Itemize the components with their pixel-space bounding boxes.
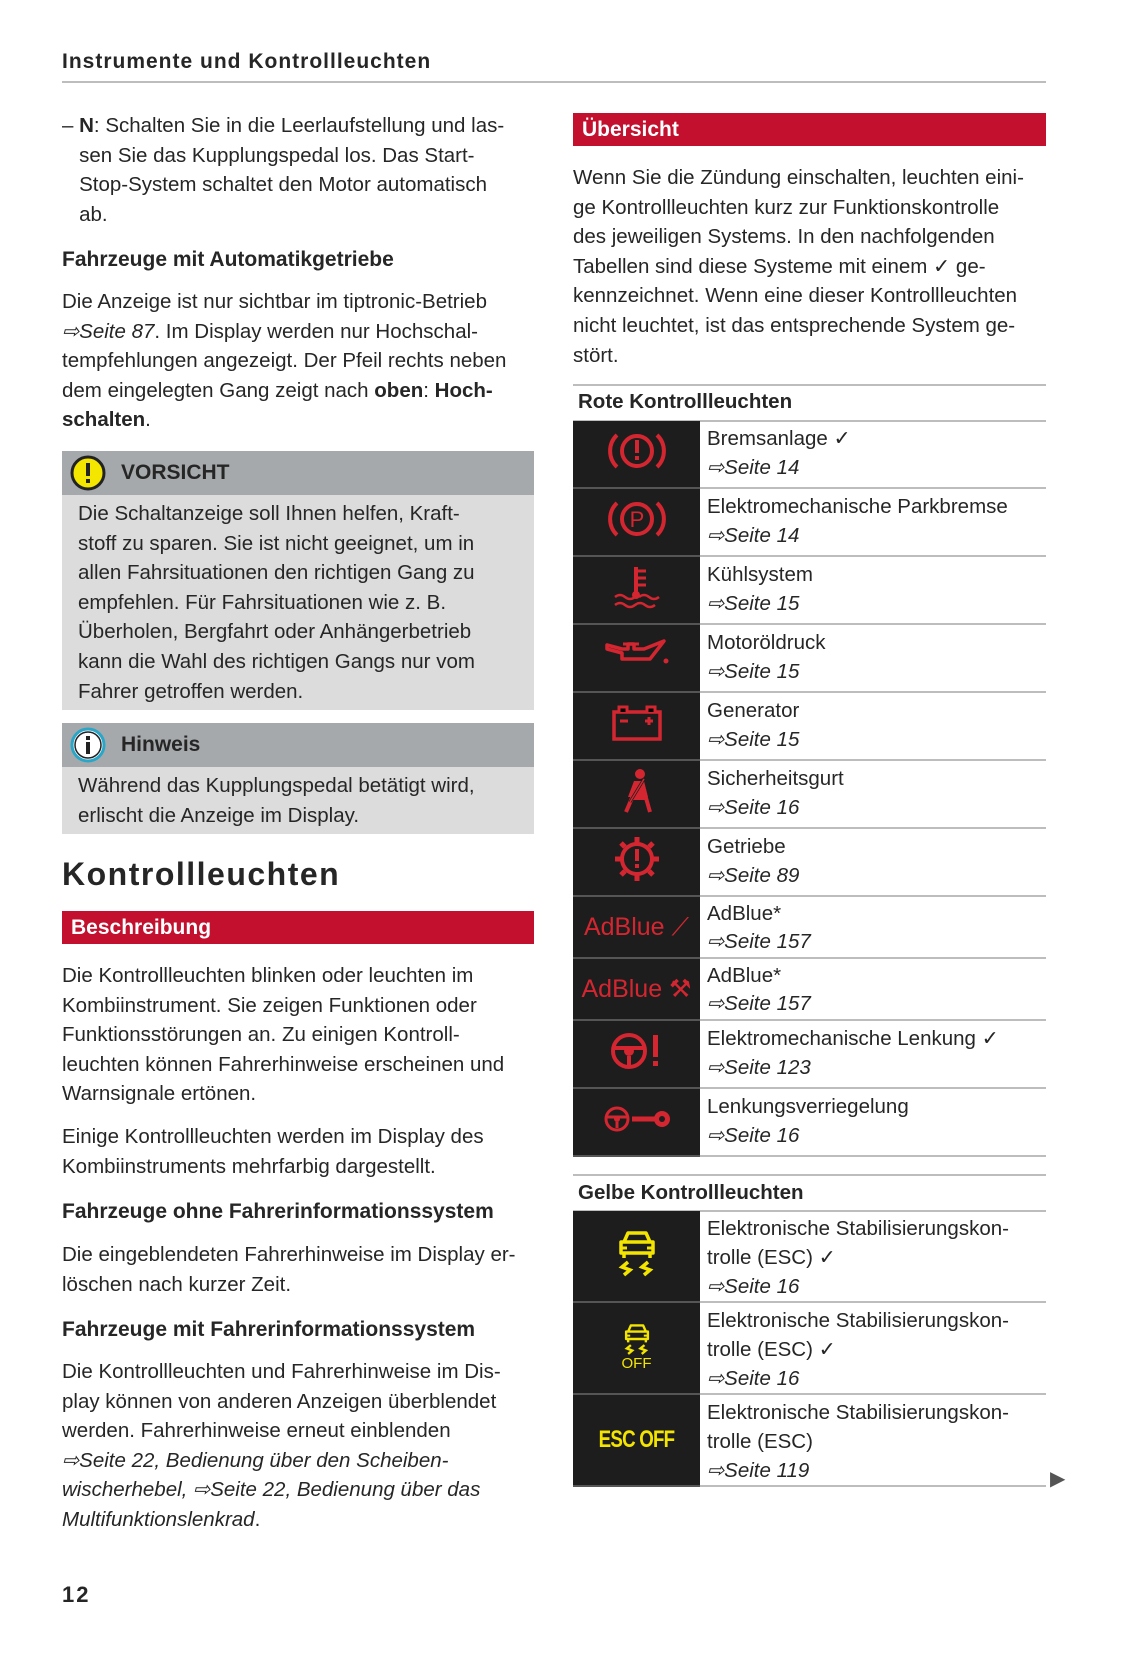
yellow-lamps-heading: Gelbe Kontrollleuchten [578,1181,804,1204]
beschreibung-bar: Beschreibung [62,911,534,944]
text-run: Einige Kontrollleuchten werden im Display des [62,1125,484,1148]
note-title: Hinweis [121,733,201,756]
text-line [62,317,506,347]
esc-icon [612,1228,662,1278]
lamp-name: Sicherheitsgurt [707,767,844,790]
page-reference[interactable]: ⇨Seite 119 [707,1459,810,1482]
text-line [62,1020,504,1050]
lamp-icon-cell [573,488,700,556]
lamp-description [700,1020,1046,1088]
bold-text: schalten [62,408,146,432]
lamp-name: Elektronische Stabilisierungskon- [707,1401,1009,1424]
page-reference[interactable]: ⇨Seite 16 [707,1367,800,1390]
text-run: werden. Fahrerhinweise erneut einblenden [62,1419,451,1443]
text-line [62,170,504,200]
text-line [62,1505,501,1535]
text-run: kennzeichnet. Wenn eine dieser Kontrollleuchten [573,284,1018,308]
text-run: Warnsignale ertönen. [62,1082,257,1106]
text-run: Die eingeblendeten Fahrerhinweise im Display er- [62,1243,516,1266]
text-line [573,222,1024,252]
lamp-icon-cell [573,828,700,896]
text-line [78,647,534,677]
lamp-name: Elektromechanische Lenkung ✓ [707,1027,999,1050]
text-run: ge Kontrollleuchten kurz zur Funktionskontrolle [573,195,1000,219]
cross-reference[interactable]: ⇨Seite 22, Bedienung über den Scheiben- [62,1448,449,1472]
page-reference[interactable]: ⇨Seite 15 [707,592,800,615]
text-run: . [254,1507,261,1531]
automatik-paragraph [62,287,506,435]
text-line [78,771,534,801]
page-reference[interactable]: ⇨Seite 123 [707,1056,811,1079]
red-section-rule [573,384,1046,386]
automatik-heading: Fahrzeuge mit Automatikgetriebe [62,248,394,271]
svg-text:P: P [629,507,644,532]
text-run: play können von anderen Anzeigen überblendet [62,1389,497,1413]
text-line [78,529,534,559]
red-lamps-table [573,421,1046,1157]
lamp-name: trolle (ESC) ✓ [707,1338,836,1361]
text-line [62,1270,516,1300]
lamp-row [573,1394,1046,1486]
text-run: Die Anzeige ist nur sichtbar im tiptronic-Betrieb [62,290,487,313]
text-run: stört. [573,343,619,367]
text-line [62,1122,484,1152]
lamp-description [700,1211,1046,1302]
esc-off-icon: OFF [620,1322,654,1371]
bold-text: Hoch- [434,378,493,402]
text-run: löschen nach kurzer Zeit. [62,1272,292,1296]
text-run: tempfehlungen angezeigt. Der Pfeil rechts neben [62,349,507,373]
page-reference[interactable]: ⇨Seite 157 [707,992,811,1015]
cross-reference[interactable]: wischerhebel, ⇨Seite 22, Bedienung über das [62,1478,481,1502]
page-reference[interactable]: ⇨Seite 16 [707,796,800,819]
seatbelt-icon [612,766,662,816]
lamp-icon-cell [573,556,700,624]
lamp-description [700,556,1046,624]
text-run: Die Schaltanzeige soll Ihnen helfen, Kraft- [78,502,460,525]
page-reference[interactable]: ⇨Seite 16 [707,1275,800,1298]
text-line [573,281,1024,311]
text-run: Kombiinstruments mehrfarbig dargestellt. [62,1154,436,1178]
lamp-description [700,760,1046,828]
text-run: erlischt die Anzeige im Display. [78,803,360,827]
oil-pressure-icon [604,635,670,675]
lamp-row [573,958,1046,1020]
text-line [62,287,506,317]
lamp-name: Lenkungsverriegelung [707,1095,909,1118]
description-paragraph-2 [62,1122,484,1181]
text-line [78,617,534,647]
lamp-description [700,828,1046,896]
lamp-name: AdBlue* [707,902,782,925]
text-line [573,311,1024,341]
text-line [78,499,534,529]
page-reference[interactable]: ⇨Seite 157 [707,930,811,953]
lamp-row [573,556,1046,624]
text-run: Funktionsstörungen an. Zu einigen Kontroll- [62,1023,460,1047]
text-line [62,991,504,1021]
brake-warning-icon [607,427,667,475]
page-reference[interactable]: ⇨Seite 16 [707,1124,800,1147]
esc-off-icon: ESC OFF [598,1426,675,1453]
lamp-description [700,1394,1046,1486]
lamp-description [700,692,1046,760]
text-run: Kombiinstrument. Sie zeigen Funktionen oder [62,993,477,1017]
lamp-name: Kühlsystem [707,563,813,586]
text-line [62,141,504,171]
info-icon [69,726,107,764]
lamp-name: trolle (ESC) [707,1430,813,1453]
lamp-name: Elektromechanische Parkbremse [707,495,1008,518]
mit-fis-heading: Fahrzeuge mit Fahrerinformationssystem [62,1318,476,1341]
lamp-icon-cell [573,421,700,488]
note-text [62,767,534,834]
text-line [62,200,504,230]
page-reference[interactable]: ⇨Seite 15 [707,660,800,683]
section-title: Kontrollleuchten [62,856,341,892]
coolant-icon [607,563,667,611]
caution-box [62,451,534,710]
text-line [573,341,1024,371]
text-line [573,252,1024,282]
text-run: Wenn Sie die Zündung einschalten, leuchten eini- [573,166,1024,189]
lamp-name: Elektronische Stabilisierungskon- [707,1309,1009,1332]
lamp-description [700,488,1046,556]
text-run: Die Kontrollleuchten blinken oder leuchten im [62,964,474,987]
page-reference[interactable]: ⇨Seite 89 [707,864,800,887]
overview-paragraph [573,163,1024,370]
caution-title: VORSICHT [121,461,230,484]
lamp-name: Elektronische Stabilisierungskon- [707,1217,1009,1240]
lamp-description [700,1088,1046,1156]
text-line [62,1240,516,1270]
cross-reference[interactable]: ⇨Seite 87 [62,319,155,343]
text-run: dem eingelegten Gang zeigt nach [62,378,375,402]
bold-text: oben [374,378,424,402]
lamp-row [573,760,1046,828]
text-run: : Schalten Sie in die Leerlaufstellung und las- [93,114,505,137]
continue-arrow-icon: ▶ [1050,1468,1066,1490]
lamp-description [700,421,1046,488]
steering-warning-icon [605,1028,669,1074]
text-line [62,1475,501,1505]
text-line [573,193,1024,223]
text-run: : [423,378,435,402]
text-run: nicht leuchtet, ist das entsprechende System ge- [573,313,1016,337]
page-reference[interactable]: ⇨Seite 15 [707,728,800,751]
lamp-name: Generator [707,699,800,722]
text-line [78,588,534,618]
text-line [62,961,504,991]
steering-lock-icon [602,1102,672,1136]
text-line [78,558,534,588]
running-head: Instrumente und Kontrollleuchten [62,50,432,73]
yellow-lamps-table [573,1211,1046,1487]
lamp-row [573,692,1046,760]
lamp-name: Motoröldruck [707,631,826,654]
lamp-row [573,624,1046,692]
text-line [573,163,1024,193]
lamp-icon-cell [573,624,700,692]
lamp-row [573,488,1046,556]
uebersicht-bar: Übersicht [573,113,1046,146]
lamp-icon-cell [573,1394,700,1486]
ohne-fis-heading: Fahrzeuge ohne Fahrerinformationssystem [62,1200,494,1223]
battery-icon [609,703,665,743]
text-run: Überholen, Bergfahrt oder Anhängerbetrieb [78,620,472,644]
text-line [62,346,506,376]
text-line [62,1416,501,1446]
adblue-nozzle-icon: AdBlue ⟋ [583,912,690,941]
lamp-icon-cell [573,1302,700,1394]
caution-text [62,495,534,710]
red-lamps-heading: Rote Kontrollleuchten [578,390,793,413]
lamp-row [573,421,1046,488]
text-run: ab. [62,202,108,226]
lamp-row [573,1302,1046,1394]
text-run: – [62,114,80,137]
page-number: 12 [62,1582,91,1607]
text-run: empfehlen. Für Fahrsituationen wie z. B. [78,590,447,614]
text-line [62,376,506,406]
lamp-name: Bremsanlage ✓ [707,427,851,450]
lamp-name: trolle (ESC) ✓ [707,1246,836,1269]
page-reference[interactable]: ⇨Seite 14 [707,456,800,479]
lamp-row [573,896,1046,958]
text-run: kann die Wahl des richtigen Gangs nur vom [78,649,475,673]
warning-icon [69,454,107,492]
text-run: stoff zu sparen. Sie ist nicht geeignet, um in [78,531,475,555]
lamp-row [573,1088,1046,1156]
description-paragraph-1 [62,961,504,1109]
ohne-fis-paragraph [62,1240,516,1299]
text-run: sen Sie das Kupplungspedal los. Das Start- [62,143,475,167]
bold-text: N [79,114,94,137]
mit-fis-paragraph [62,1357,501,1535]
lamp-description [700,958,1046,1020]
text-run: des jeweiligen Systems. In den nachfolgenden [573,225,995,249]
text-run: leuchten können Fahrerhinweise erscheinen und [62,1052,505,1076]
text-line [62,1079,504,1109]
header-rule [62,81,1046,83]
text-line [62,1387,501,1417]
text-line [78,677,534,707]
lamp-icon-cell [573,958,700,1020]
text-run: Während das Kupplungspedal betätigt wird, [78,774,475,797]
text-run: . [145,408,151,432]
neutral-instruction [62,111,504,229]
lamp-icon-cell [573,1088,700,1156]
lamp-row [573,1020,1046,1088]
lamp-icon-cell [573,1020,700,1088]
text-run: Die Kontrollleuchten und Fahrerhinweise im Dis- [62,1360,501,1383]
lamp-icon-cell [573,1211,700,1302]
text-line [78,801,534,831]
lamp-description [700,1302,1046,1394]
text-line [62,405,506,435]
text-run: Stop-System schaltet den Motor automatisch [62,173,487,197]
cross-reference[interactable]: Multifunktionslenkrad [62,1507,255,1531]
text-line [62,1152,484,1182]
lamp-icon-cell [573,692,700,760]
lamp-row [573,828,1046,896]
lamp-name: AdBlue* [707,964,782,987]
lamp-icon-cell [573,760,700,828]
text-run: . Im Display werden nur Hochschal- [154,319,478,343]
lamp-description [700,896,1046,958]
text-run: allen Fahrsituationen den richtigen Gang zu [78,561,475,585]
text-line [62,1446,501,1476]
lamp-icon-cell [573,896,700,958]
text-line [62,1050,504,1080]
lamp-row [573,1211,1046,1302]
note-box [62,723,534,834]
lamp-name: Getriebe [707,835,786,858]
text-line [62,111,504,141]
text-run: Fahrer getroffen werden. [78,679,304,703]
parking-brake-icon [607,495,667,543]
transmission-icon [612,834,662,884]
text-line [62,1357,501,1387]
yellow-section-rule [573,1174,1046,1176]
page-reference[interactable]: ⇨Seite 14 [707,524,800,547]
text-run: Tabellen sind diese Systeme mit einem ✓ ge- [573,254,986,278]
lamp-description [700,624,1046,692]
adblue-wrench-icon: AdBlue ⚒ [581,975,692,1003]
